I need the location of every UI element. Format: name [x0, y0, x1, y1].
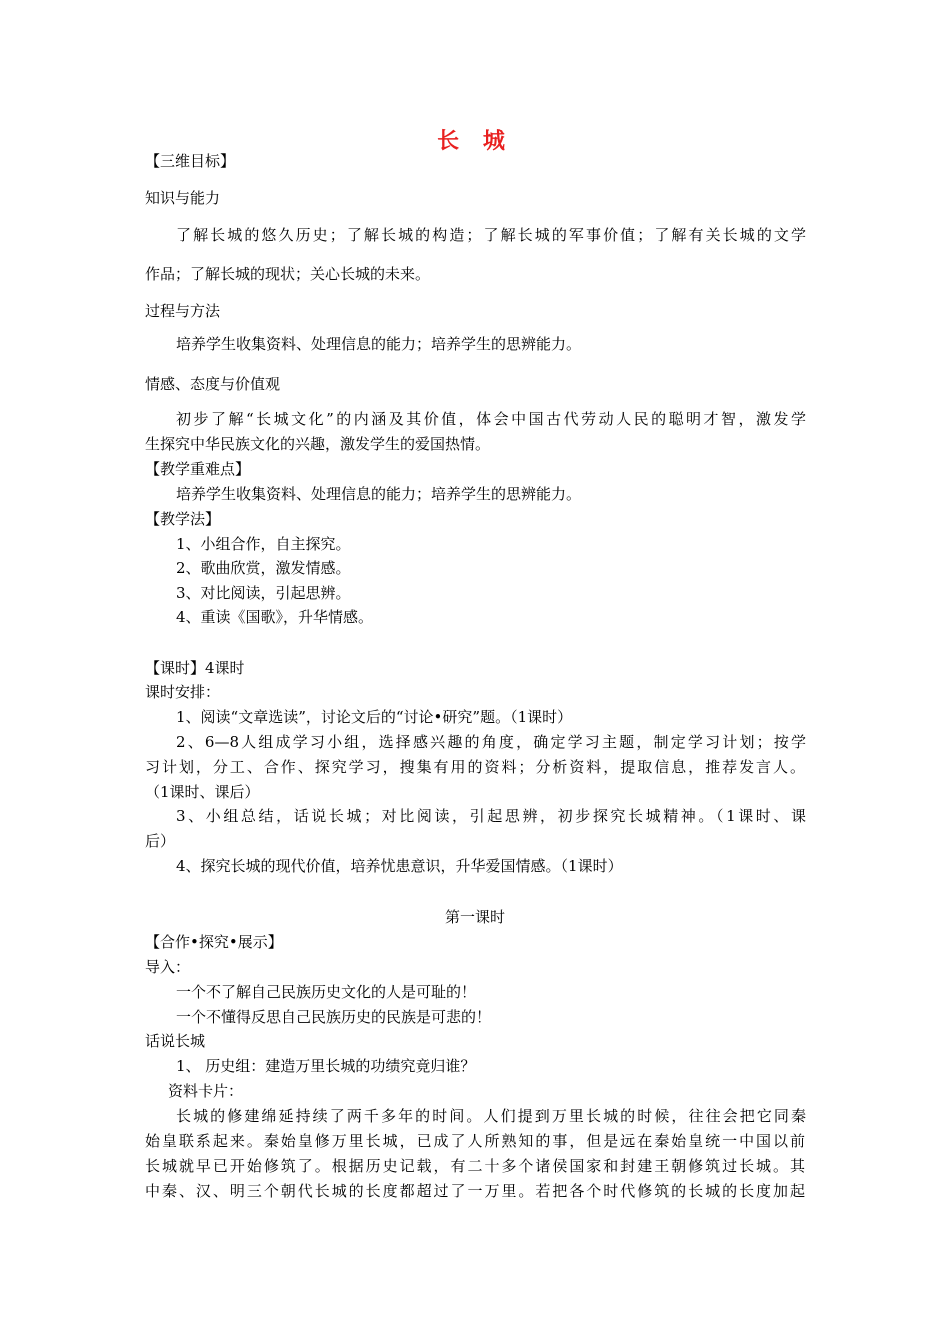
knowledge-paragraph-line-2: 作品；了解长城的现状；关心长城的未来。 [145, 265, 431, 283]
lesson-1-title: 第一课时 [444, 908, 505, 926]
key-points-paragraph: 培养学生收集资料、处理信息的能力；培养学生的思辨能力。 [176, 485, 582, 503]
process-paragraph: 培养学生收集资料、处理信息的能力；培养学生的思辨能力。 [176, 335, 582, 353]
method-item-2: 2、歌曲欣赏，激发情感。 [176, 559, 351, 577]
method-header: 【教学法】 [145, 510, 221, 528]
emotion-paragraph-line-1: 初步了解“长城文化”的内涵及其价值，体会中国古代劳动人民的聪明才智，激发学 [176, 410, 806, 428]
method-item-4: 4、重读《国歌》，升华情感。 [176, 608, 374, 626]
knowledge-paragraph-line-1: 了解长城的悠久历史；了解长城的构造；了解长城的军事价值；了解有关长城的文学 [176, 226, 806, 244]
emotion-header: 情感、态度与价值观 [145, 375, 281, 393]
goals-header: 【三维目标】 [145, 152, 236, 170]
schedule-item-3-line-2: 后） [145, 832, 176, 850]
schedule-item-4: 4、探究长城的现代价值，培养忧患意识，升华爱国情感。（1课时） [176, 857, 623, 875]
emotion-paragraph-line-2: 生探究中华民族文化的兴趣，激发学生的爱国热情。 [145, 435, 491, 453]
data-card-line-3: 长城就早已开始修筑了。根据历史记载，有二十多个诸侯国家和封建王朝修筑过长城。其 [145, 1157, 805, 1175]
method-item-1: 1、小组合作，自主探究。 [176, 535, 351, 553]
document-title: 长 城 [437, 128, 513, 154]
schedule-header: 课时安排： [145, 683, 221, 701]
intro-line-2: 一个不懂得反思自己民族历史的民族是可悲的！ [176, 1008, 492, 1026]
schedule-item-2-line-1: 2、6—8人组成学习小组，选择感兴趣的角度，确定学习主题，制定学习计划；按学 [176, 733, 806, 751]
data-card-line-2: 始皇联系起来。秦始皇修万里长城，已成了人所熟知的事，但是远在秦始皇统一中国以前 [145, 1132, 805, 1150]
intro-line-1: 一个不了解自己民族历史文化的人是可耻的！ [176, 983, 477, 1001]
key-points-header: 【教学重难点】 [145, 460, 251, 478]
method-item-3: 3、对比阅读，引起思辨。 [176, 584, 351, 602]
schedule-item-1: 1、阅读“文章选读”，讨论文后的“讨论•研究”题。（1课时） [176, 708, 573, 726]
cooperation-header: 【合作•探究•展示】 [145, 933, 283, 951]
data-card-header: 资料卡片： [168, 1082, 244, 1100]
process-header: 过程与方法 [145, 302, 221, 320]
knowledge-header: 知识与能力 [145, 189, 221, 207]
intro-header: 导入： [145, 958, 191, 976]
hours-header: 【课时】4课时 [145, 659, 245, 677]
talk-header: 话说长城 [145, 1032, 206, 1050]
schedule-item-3-line-1: 3、小组总结，话说长城；对比阅读，引起思辨，初步探究长城精神。（1课时、课 [176, 807, 806, 825]
schedule-item-2-line-3: （1课时、课后） [145, 783, 260, 801]
data-card-line-4: 中秦、汉、明三个朝代长城的长度都超过了一万里。若把各个时代修筑的长城的长度加起 [145, 1182, 805, 1200]
question-1: 1、 历史组：建造万里长城的功绩究竟归谁？ [176, 1057, 476, 1075]
data-card-line-1: 长城的修建绵延持续了两千多年的时间。人们提到万里长城的时候，往往会把它同秦 [176, 1107, 806, 1125]
schedule-item-2-line-2: 习计划，分工、合作、探究学习，搜集有用的资料；分析资料，提取信息，推荐发言人。 [145, 758, 805, 776]
